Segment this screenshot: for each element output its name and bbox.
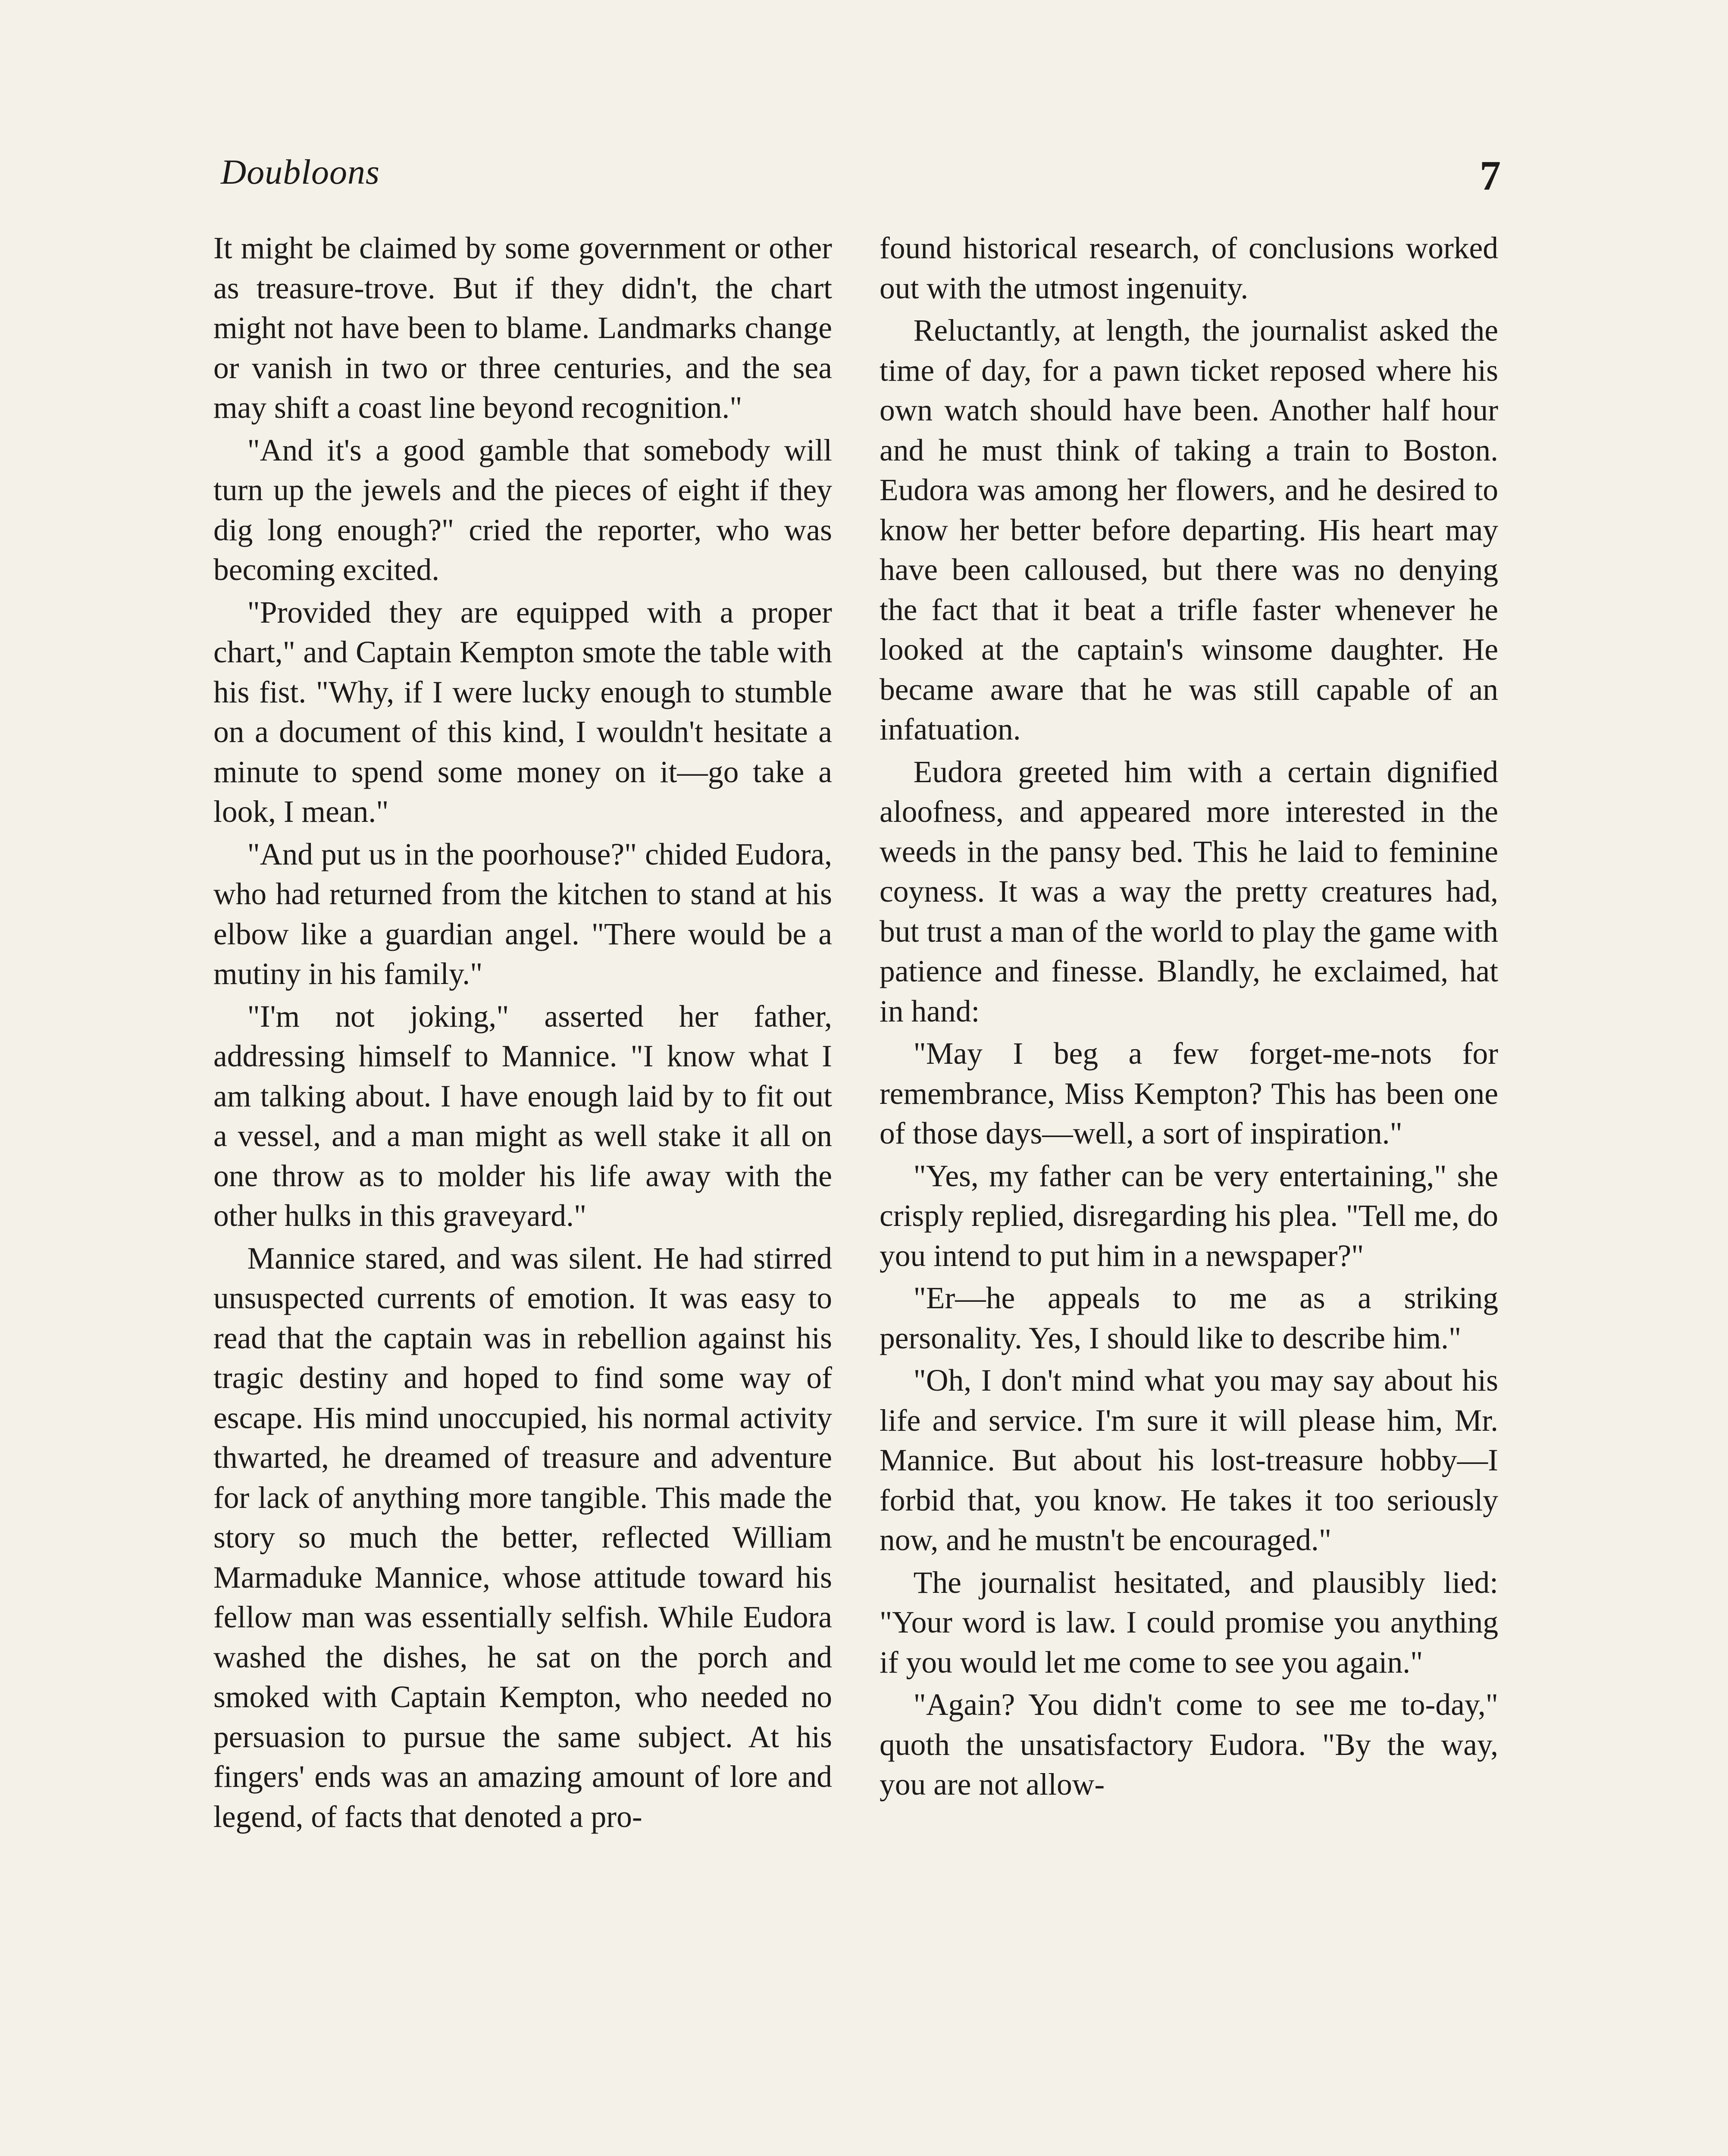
page-number: 7 (1480, 153, 1501, 199)
running-title: Doubloons (221, 152, 380, 191)
paragraph: "And put us in the poorhouse?" chided Eudora, who had returned from the kitchen to stand at his elbow like a guardian angel. "There would be a mutiny in his family." (213, 837, 832, 991)
paragraph: Eudora greeted him with a certain dignified aloofness, and appeared more interested in the weeds in the pansy bed. This he laid to feminine coyness. It was a way the pretty creatures had, but trust a man of the world to play the game with patience and finesse. Blandly, he exclaimed, hat in hand: (880, 755, 1498, 1028)
paragraph: "Provided they are equipped with a proper chart," and Captain Kempton smote the table with his fist. "Why, if I were lucky enough to stumble on a document of this kind, I wouldn't hesitate a minute to spend some money on it—go take a look, I mean." (213, 595, 832, 829)
paragraph: Reluctantly, at length, the journalist asked the time of day, for a pawn ticket reposed where his own watch should have been. Another half hour and he must think of taking a train to Boston. Eudora was among her flowers, and he desired to know her better before departing. His heart may have been calloused, but there was no denying the fact that it beat a trifle faster whenever he looked at the captain's winsome daughter. He became aware that he was still capable of an infatuation. (880, 313, 1498, 746)
paragraph: found historical research, of conclusions worked out with the utmost ingenuity. (880, 231, 1498, 305)
paragraph: "May I beg a few forget-me-nots for remembrance, Miss Kempton? This has been one of those days—well, a sort of inspiration." (880, 1037, 1498, 1150)
paragraph: "Again? You didn't come to see me to-day," quoth the unsatisfactory Eudora. "By the way, you are not allow- (880, 1688, 1498, 1802)
paragraph: "Oh, I don't mind what you may say about his life and service. I'm sure it will please him, Mr. Mannice. But about his lost-treasure hobby—I forbid that, you know. He takes it too seriously now, and he mustn't be encouraged." (880, 1363, 1498, 1557)
left-column (213, 229, 832, 1837)
right-column (880, 229, 1498, 1805)
paragraph: The journalist hesitated, and plausibly lied: "Your word is law. I could promise you anything if you would let me come to see you again." (880, 1565, 1498, 1680)
paragraph: "I'm not joking," asserted her father, addressing himself to Mannice. "I know what I am talking about. I have enough laid by to fit out a vessel, and a man might as well stake it all on one throw as to molder his life away with the other hulks in this graveyard." (213, 999, 832, 1233)
paragraph: "And it's a good gamble that somebody will turn up the jewels and the pieces of eight if they dig long enough?" cried the reporter, who was becoming excited. (213, 433, 832, 587)
paragraph: "Yes, my father can be very entertaining," she crisply replied, disregarding his plea. "Tell me, do you intend to put him in a newspaper?" (880, 1159, 1498, 1273)
paragraph: Mannice stared, and was silent. He had stirred unsuspected currents of emotion. It was easy to read that the captain was in rebellion against his tragic destiny and hoped to find some way of escape. His mind unoccupied, his normal activity thwarted, he dreamed of treasure and adventure for lack of anything more tangible. This made the story so much the better, reflected William Marmaduke Mannice, whose attitude toward his fellow man was essentially selfish. While Eudora washed the dishes, he sat on the porch and smoked with Captain Kempton, who needed no persuasion to pursue the same subject. At his fingers' ends was an amazing amount of lore and legend, of facts that denoted a pro- (213, 1241, 832, 1834)
paragraph: It might be claimed by some government or other as treasure-trove. But if they didn't, the chart might not have been to blame. Landmarks change or vanish in two or three centuries, and the sea may shift a coast line beyond recognition." (213, 231, 832, 425)
paragraph: "Er—he appeals to me as a striking personality. Yes, I should like to describe him." (880, 1281, 1498, 1355)
